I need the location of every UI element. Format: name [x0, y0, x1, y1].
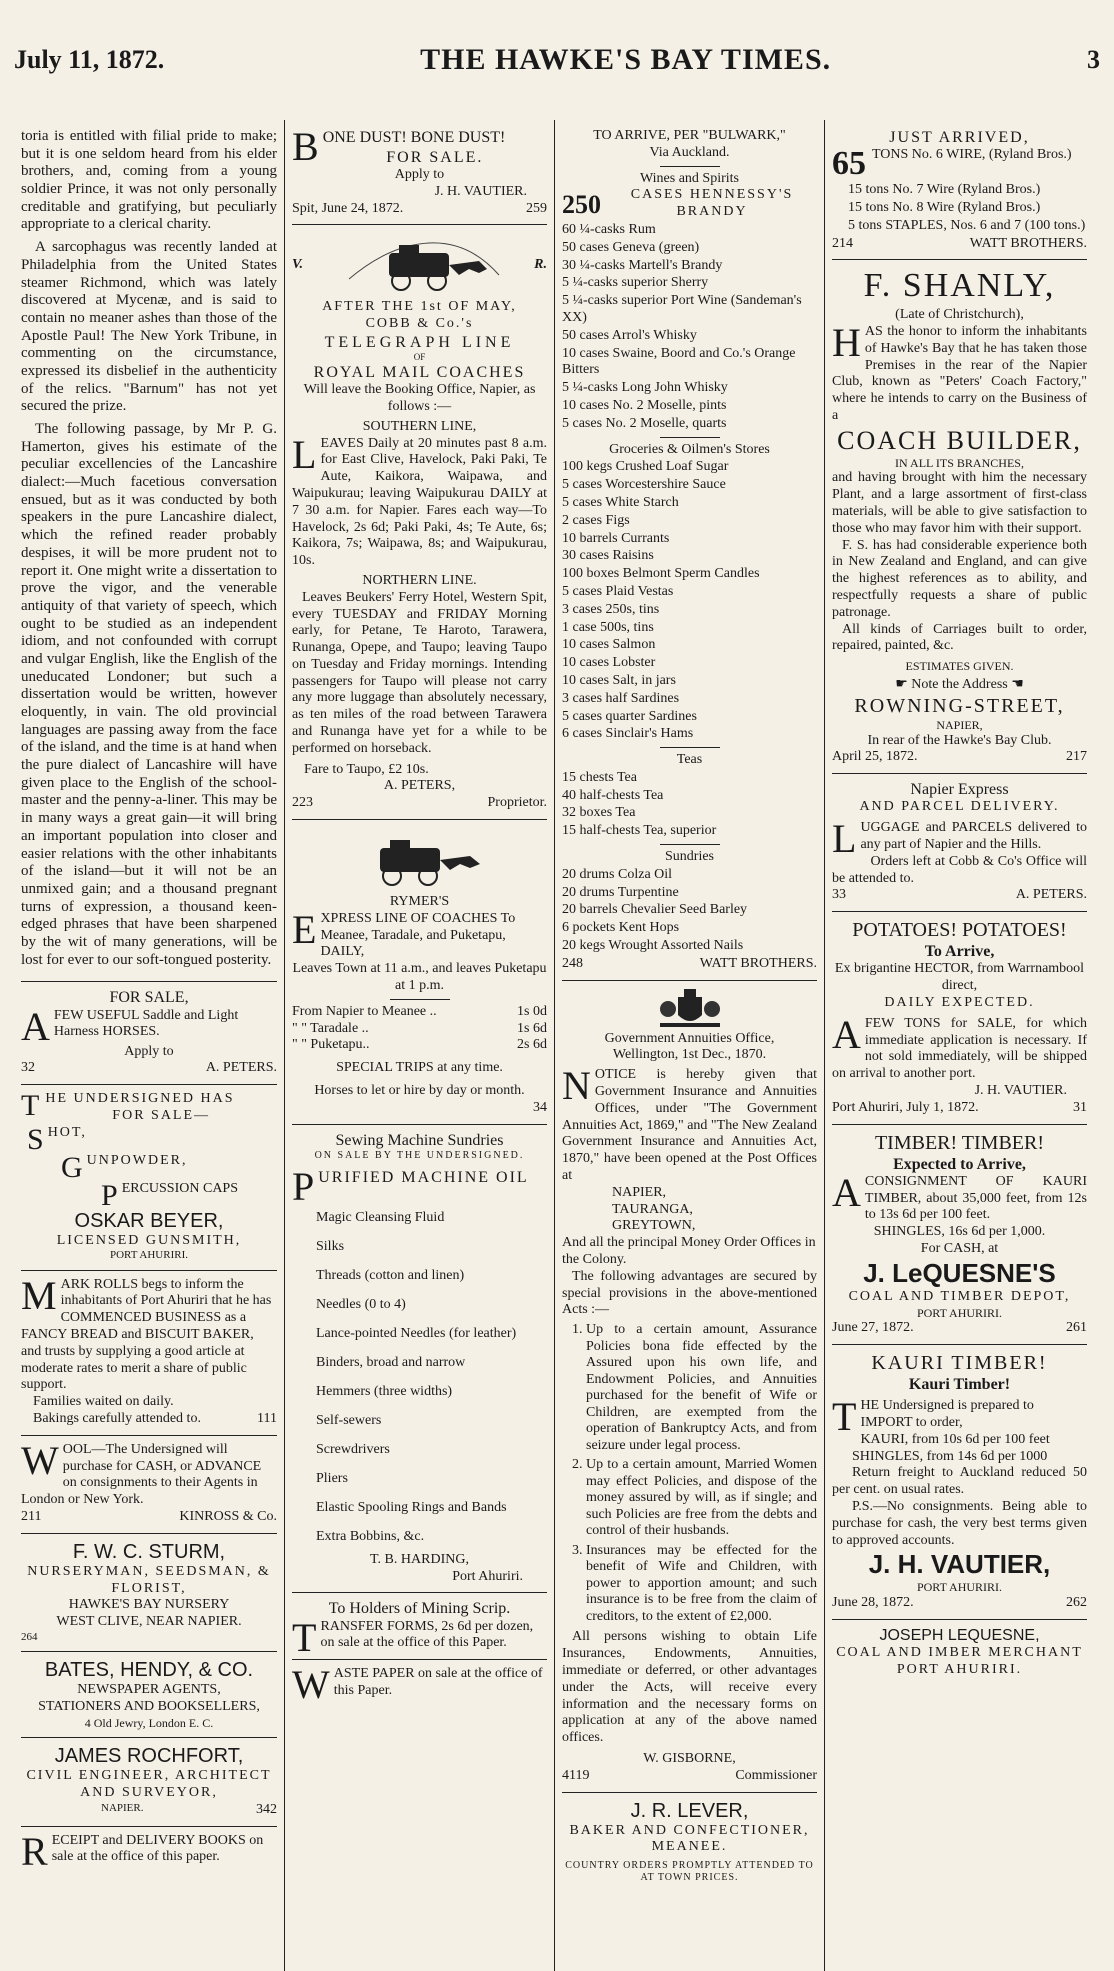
list-item: 2 cases Figs [562, 512, 630, 528]
list-item: Needles (0 to 4) [316, 1296, 406, 1312]
ad-number: 264 [21, 1631, 38, 1644]
ad-cobb-coaches [292, 225, 547, 820]
ad-wool [21, 1436, 277, 1534]
ad-heading: TO ARRIVE, PER "BULWARK," [593, 128, 786, 143]
ad-body: ECEIPT and DELIVERY BOOKS on sale at the office of this paper. [51, 1832, 264, 1865]
list-item: 1 case 500s, tins [562, 619, 654, 635]
ad-title: NURSERYMAN, SEEDSMAN, & FLORIST, [27, 1563, 271, 1596]
fare-route: " " Puketapu.. [292, 1037, 370, 1053]
coach-illustration-icon [329, 235, 509, 295]
ad-line: TONS No. 6 WIRE, (Ryland Bros.) [872, 147, 1072, 163]
list-item: Lance-pointed Needles (for leather) [316, 1325, 517, 1341]
ad-body: and having brought with him the necessary Plant, and a large assortment of first-class materials, will be able to give satisfaction to those who may favor him with their support. [832, 470, 1087, 536]
ad-line: Horses to let or hire by day or month. [314, 1083, 525, 1099]
ad-sewing-machine [292, 1125, 547, 1594]
list-item: 5 ¼-casks Long John Whisky [562, 380, 728, 396]
list-item: 100 boxes Belmont Sperm Candles [562, 566, 760, 582]
fare-row [292, 1004, 547, 1021]
ad-receipt-books [21, 1827, 277, 1874]
list-item: Silks [316, 1238, 345, 1254]
ad-line: STATIONERS AND BOOKSELLERS, [38, 1699, 260, 1714]
list-item: 20 drums Colza Oil [562, 866, 673, 882]
list-item: Threads (cotton and linen) [316, 1267, 465, 1283]
issue-date: July 11, 1872. [14, 45, 165, 74]
ad-bulwark-cargo [562, 122, 817, 981]
ad-date: April 25, 1872. [832, 749, 918, 765]
ad-heading: KAURI TIMBER! [871, 1351, 1048, 1374]
ad-line: FOR SALE— [112, 1107, 211, 1123]
ad-heading: TIMBER! TIMBER! [874, 1131, 1045, 1154]
ad-subheading: Groceries & Oilmen's Stores [609, 441, 770, 457]
ad-signature: WATT BROTHERS. [699, 955, 817, 971]
list-item: 5 ¼-casks superior Sherry [562, 275, 709, 291]
ad-line: Ex brigantine HECTOR, from Warrnambool direct, [834, 961, 1085, 994]
ad-number: 32 [21, 1060, 35, 1076]
ad-body: OTICE is hereby given that Government Insurance and Annuities Offices, under "The Government Annuities Act, 1869," and "The New Zealand Government Insurance and Annuities Act, 1870," have been opened at the Post Offices at [562, 1067, 817, 1184]
ad-number: 342 [256, 1801, 277, 1817]
ad-line: DAILY EXPECTED. [884, 995, 1035, 1011]
ad-booksellers [21, 1652, 277, 1738]
list-item: 50 cases Geneva (green) [562, 239, 700, 255]
list-item: Screwdrivers [316, 1441, 390, 1457]
columns [14, 120, 1100, 1971]
list-item: TAURANGA, [612, 1201, 693, 1217]
ad-mining-scrip [292, 1593, 547, 1660]
ad-body: UGGAGE and PARCELS delivered to any part of Napier and the Hills. [860, 820, 1087, 853]
ad-title: BAKER AND CONFECTIONER, [569, 1822, 810, 1838]
ad-subheading: SOUTHERN LINE, [362, 418, 477, 434]
coat-of-arms-icon [650, 987, 730, 1031]
ad-subheading: Sundries [665, 849, 714, 865]
ad-line: IN ALL ITS BRANCHES, [895, 455, 1024, 470]
ad-place: MEANEE. [651, 1839, 728, 1855]
ad-place: Port Ahuriri. [452, 1568, 523, 1584]
ad-line: SHINGLES, 16s 6d per 1,000. [873, 1224, 1046, 1240]
list-item: 15 tons No. 8 Wire (Ryland Bros.) [848, 199, 1041, 215]
item-list [562, 770, 817, 840]
ad-body: AS the honor to inform the inhabitants of Hawke's Bay that he has taken those Premises in the rear of the Napier Club, known as "Peters' Coach Factory," where he intends to carry on the Business of a [832, 323, 1087, 423]
list-item: 6 cases Sinclair's Hams [562, 726, 694, 742]
list-item: 20 barrels Chevalier Seed Barley [562, 902, 748, 918]
list-item: 6 pockets Kent Hops [562, 920, 680, 936]
ad-signature: J. H. VAUTIER. [974, 1083, 1067, 1098]
ad-number: 34 [533, 1099, 547, 1115]
drop-cap: W [292, 1662, 330, 1708]
list-item: 60 ¼-casks Rum [562, 221, 656, 237]
ad-line: 4 Old Jewry, London E. C. [84, 1715, 214, 1730]
ad-place: WEST CLIVE, NEAR NAPIER. [56, 1614, 242, 1630]
ad-line: COBB & Co.'s [365, 316, 474, 332]
ad-line: AND PARCEL DELIVERY. [859, 799, 1060, 815]
ad-signature: W. GISBORNE, [643, 1751, 736, 1767]
ad-date: June 27, 1872. [832, 1320, 914, 1336]
ad-heading: URIFIED MACHINE OIL [318, 1168, 529, 1186]
ad-number: 223 [292, 795, 313, 811]
ad-number: 217 [1066, 749, 1087, 765]
fare-row [292, 1021, 547, 1038]
column-3 [554, 120, 824, 1971]
ad-name: J. R. LEVER, [630, 1799, 749, 1822]
list-item: Pliers [316, 1470, 348, 1486]
list-item: 32 boxes Tea [562, 805, 636, 821]
ad-title: COAL AND IMBER MERCHANT [836, 1644, 1083, 1660]
ad-name: J. H. VAUTIER, [868, 1549, 1051, 1580]
ad-heading: FOR SALE, [109, 989, 189, 1007]
article-text [21, 122, 277, 982]
list-item: 5 cases Plaid Vestas [562, 583, 674, 599]
list-item: 1. Up to a certain amount, Assurance Policies bona fide effected by the Assured upon his own life, and Endowment Policies, and Annuities purchased for the benefit of Wife or Children, are exempted from the operation of Bankruptcy Acts, and from seizure under legal process. [586, 1322, 817, 1454]
ad-kauri-timber [832, 1345, 1087, 1620]
ad-gunsmith [21, 1085, 277, 1271]
ad-body: FEW USEFUL Saddle and Light Harness HORSES. [53, 1007, 239, 1040]
ad-number: 214 [832, 235, 853, 251]
ad-line: ROWNING-STREET, [854, 695, 1065, 718]
ad-line: Expected to Arrive, [893, 1155, 1026, 1173]
ad-line: HE UNDERSIGNED HAS [45, 1091, 235, 1107]
ad-rymer-coaches [292, 820, 547, 1125]
ad-number: 33 [832, 887, 846, 903]
ad-name: F. SHANLY, [863, 267, 1056, 305]
ad-line: Wellington, 1st Dec., 1870. [612, 1047, 767, 1063]
ad-initial: R. [534, 256, 547, 272]
ad-number: 211 [21, 1509, 42, 1525]
ad-body: EAVES Daily at 20 minutes past 8 a.m. for East Clive, Havelock, Paki Paki, Te Aute, Kaikora, Waipawa, and Waipukurau; leaving Waipukurau DAILY at 7 30 a.m. for Napier. Fares each way—To Havelock, 2s 6d; Paki Paki, 4s; Te Aute, 6s; Kaikora, 7s; Waipawa, 8s; and Waipukurau, 10s. [292, 435, 547, 569]
ad-name: BATES, HENDY, & CO. [44, 1659, 254, 1682]
ad-baker-lever [562, 1793, 817, 1892]
ad-line: Bakings carefully attended to. [33, 1411, 201, 1427]
ad-body: Leaves Beukers' Ferry Hotel, Western Spit, every TUESDAY and FRIDAY Morning early, for Petane, Te Haroto, Tarawera, Runanga, Opepe, and Taupo; leaving Taupo on Tuesday and Friday mornings. Intending passengers for Taupo will please not carry any more luggage than absolutely necessary, as ten miles of the road between Tarawera and Runanga have yet for a while to be performed on horseback. [292, 589, 547, 756]
fare-price: 1s 6d [517, 1020, 547, 1036]
ad-body: FEW TONS for SALE, for which immediate application is necessary. If not sold immediately, will be shipped on arrival to another port. [832, 1015, 1087, 1082]
ad-heading: TELEGRAPH LINE [324, 333, 515, 351]
drop-cap: W [21, 1437, 59, 1483]
ad-body: CONSIGNMENT OF KAURI TIMBER, about 35,000 feet, from 12s to 13s 6d per 100 feet. [864, 1173, 1087, 1223]
drop-cap: G [61, 1150, 83, 1184]
ad-initial: V. [292, 256, 304, 272]
list-item: GREYTOWN, [612, 1218, 696, 1234]
ad-line: UNPOWDER, [86, 1152, 188, 1168]
ad-heading: To Holders of Mining Scrip. [328, 1600, 511, 1618]
list-item: 5 ¼-casks superior Port Wine (Sandeman's XX) [562, 293, 802, 325]
ad-number: 262 [1066, 1594, 1087, 1610]
ad-place: PORT AHURIRI. [916, 1305, 1003, 1320]
ad-title: COAL AND TIMBER DEPOT, [848, 1288, 1071, 1304]
pointing-hand-icon: ☛ [895, 677, 908, 693]
ad-body: All persons wishing to obtain Life Insurances, Endowments, Annuities, immediate or deferred, or other advantages under the Acts, will receive every information and the necessary forms on application at any of the above named offices. [562, 1629, 817, 1746]
drop-cap: T [292, 1614, 317, 1660]
ad-line: In rear of the Hawke's Bay Club. [867, 732, 1052, 748]
ad-line: Fare to Taupo, £2 10s. [304, 761, 429, 777]
ad-coach-builder [832, 260, 1087, 774]
ad-waste-paper [292, 1660, 547, 1707]
ad-place: NAPIER. [101, 1801, 144, 1814]
list-item: Self-sewers [316, 1412, 382, 1428]
column-1 [14, 120, 284, 1971]
list-item: Extra Bobbins, &c. [316, 1528, 425, 1544]
pointing-hand-icon: ☚ [1011, 677, 1024, 693]
newspaper-title: THE HAWKE'S BAY TIMES. [420, 43, 832, 76]
ad-line: Will leave the Booking Office, Napier, as follows :— [303, 382, 536, 414]
ad-signature: A. PETERS. [205, 1060, 277, 1076]
drop-cap: S [27, 1122, 44, 1156]
ad-line: AFTER THE 1st OF MAY, [322, 299, 517, 315]
ad-signature: A. PETERS. [1015, 887, 1087, 903]
ad-line: HOT, [47, 1124, 87, 1140]
ad-line: For CASH, at [920, 1240, 999, 1256]
article-paragraph: toria is entitled with filial pride to make; but it is one seldom heard from his elder brothers, and, coming from a young soldier Prince, it was not only personally creditable and gratifying, but peculiarly appropriate to a clerical charity. [21, 128, 277, 233]
ad-heading: JUST ARRIVED, [889, 129, 1030, 146]
ad-place: Spit, June 24, 1872. [292, 200, 404, 216]
list-item: 30 ¼-casks Martell's Brandy [562, 257, 723, 273]
ad-apply: Apply to [394, 166, 445, 182]
ad-signature: WATT BROTHERS. [969, 235, 1087, 251]
ad-name: OSKAR BEYER, [74, 1209, 224, 1232]
ad-heading: COACH BUILDER, [837, 425, 1082, 455]
ad-line: And all the principal Money Order Offices in the Colony. [562, 1235, 816, 1268]
drop-cap: E [292, 906, 317, 952]
divider [660, 166, 720, 167]
list-item: Hemmers (three widths) [316, 1383, 453, 1399]
item-list [292, 1204, 547, 1551]
ad-line: (Late of Christchurch), [895, 307, 1024, 323]
item-list [832, 182, 1087, 234]
ad-name: JOSEPH LEQUESNE, [879, 1626, 1040, 1644]
ad-date: June 28, 1872. [832, 1594, 914, 1610]
list-item: NAPIER, [612, 1184, 667, 1200]
ad-apply: Apply to [124, 1043, 174, 1059]
list-item: Binders, broad and narrow [316, 1354, 466, 1370]
drop-cap: A [832, 1169, 861, 1215]
ad-signature: T. B. HARDING, [370, 1551, 469, 1567]
list-item: 10 cases Swaine, Boord and Co.'s Orange Bitters [562, 345, 796, 378]
ad-body: OOL—The Undersigned will purchase for CASH, or ADVANCE on consignments to their Agents in London or New York. [21, 1441, 262, 1508]
divider [660, 844, 720, 845]
ad-engineer [21, 1738, 277, 1826]
drop-cap: L [832, 816, 857, 862]
ad-line: ON SALE BY THE UNDERSIGNED. [314, 1149, 525, 1161]
ad-line: FOR SALE. [386, 148, 484, 166]
ad-heading: Sewing Machine Sundries [335, 1131, 504, 1149]
ad-heading: ROYAL MAIL COACHES [313, 363, 526, 381]
ad-heading: Napier Express [910, 781, 1009, 799]
ad-line: SPECIAL TRIPS at any time. [336, 1060, 503, 1076]
list-item: 10 barrels Currants [562, 530, 670, 546]
ad-heading: RYMER'S [389, 894, 450, 910]
list-item: 15 chests Tea [562, 769, 637, 785]
ad-subheading: Wines and Spirits [640, 170, 739, 186]
ad-number: 261 [1066, 1320, 1087, 1336]
page-number: 3 [1087, 45, 1100, 74]
place-list [562, 1185, 817, 1235]
fare-row [292, 1037, 547, 1054]
ad-body: ASTE PAPER on sale at the office of this Paper. [333, 1666, 543, 1698]
ad-line: Leaves Town at 11 a.m., and leaves Puketapu at 1 p.m. [292, 961, 547, 994]
list-item: 20 kegs Wrought Assorted Nails [562, 938, 744, 954]
drop-cap: R [21, 1828, 48, 1874]
drop-cap: P [101, 1178, 118, 1212]
ad-body: RANSFER FORMS, 2s 6d per dozen, on sale at the office of this Paper. [320, 1618, 534, 1651]
list-item: 10 cases Salt, in jars [562, 672, 676, 688]
list-item: 5 tons STAPLES, Nos. 6 and 7 (100 tons.) [848, 217, 1086, 233]
list-item: 15 tons No. 7 Wire (Ryland Bros.) [848, 182, 1041, 198]
ad-signature: KINROSS & Co. [179, 1509, 277, 1525]
ad-line: Return freight to Auckland reduced 50 per cent. on usual rates. [832, 1465, 1087, 1498]
ad-line: CASES HENNESSY'S BRANDY [630, 187, 794, 220]
drop-cap: T [21, 1089, 42, 1123]
list-item: 10 cases No. 2 Moselle, pints [562, 397, 727, 413]
drop-cap: T [832, 1394, 857, 1440]
list-item: 5 cases White Starch [562, 494, 679, 510]
fare-route: " " Taradale .. [292, 1020, 369, 1036]
masthead [14, 0, 1100, 120]
ad-title: LICENSED GUNSMITH, [56, 1232, 242, 1248]
ad-line: COUNTRY ORDERS PROMPTLY ATTENDED TO AT TOWN PRICES. [565, 1860, 814, 1884]
ad-timber [832, 1125, 1087, 1345]
ad-line: To Arrive, [924, 943, 995, 961]
article-paragraph: The following passage, by Mr P. G. Hamerton, gives his estimate of the peculiar excellencies of the Lancashire dialect:—Much facetious conversation ensued, but as it was conducted by both speakers in the pure Lancashire dialect, which the refined reader probably despises, it will be more prudent not to report it. One might write a dissertation to prove the vigor, and the venerable antiquity of that variety of speech, which ought to be studied as an independent idiom, and not confounded with corrupt and vulgar English, like the English of the uneducated Londoner; but such a dissertation would be written, however eloquently, in vain. The old provincial languages are passing away from the face of the island, and the time is at hand when the pure dialect of Lancashire will have given place to the English of the school-master and the penny-a-liner. This may be in many ways a great gain—it will bring an important population into closer and easier relations with the other inhabitants of the island—but it will not be an unmixed gain; and a thousand pregnant turns of expression, a thousand keen-edged phrases that have been sharpened by the wit of many generations, will be lost for ever to our soft-tongued posterity. [21, 421, 277, 968]
ad-line: SHINGLES, from 14s 6d per 1000 [852, 1448, 1048, 1464]
drop-cap: L [292, 431, 317, 477]
ad-potatoes [832, 912, 1087, 1124]
ad-role: Proprietor. [487, 795, 547, 811]
ad-line: P.S.—No consignments. Being able to purchase for cash, the very best terms given to approved accounts. [832, 1498, 1087, 1548]
list-item: 30 cases Raisins [562, 548, 654, 564]
ad-body: ARK ROLLS begs to inform the inhabitants of Port Ahuriri that he has COMMENCED BUSINESS as a FANCY BREAD and BISCUIT BAKER, and trusts by supplying a good article at moderate rates to merit a share of public support. [21, 1276, 272, 1393]
ad-place: PORT AHURIRI. [916, 1580, 1003, 1595]
list-item: 40 half-chests Tea [562, 787, 664, 803]
ad-lequesne [832, 1620, 1087, 1686]
list-item: 5 cases Worcestershire Sauce [562, 477, 726, 493]
fare-route: From Napier to Meanee .. [292, 1003, 437, 1019]
drop-cap: M [21, 1272, 57, 1318]
divider [660, 437, 720, 438]
drop-cap: H [832, 319, 861, 365]
item-list [562, 222, 817, 433]
list-item: 3. Insurances may be effected for the benefit of Wife and Children, with power to apportion amount; and such insurance is to be free from the claim of creditors, to the extent of £2,000. [586, 1543, 817, 1626]
list-item: Magic Cleansing Fluid [316, 1209, 445, 1225]
ad-body: Orders left at Cobb & Co's Office will be attended to. [832, 853, 1087, 886]
ad-place: Port Ahuriri, July 1, 1872. [832, 1099, 979, 1115]
ad-line: Kauri Timber! [908, 1375, 1011, 1393]
ad-horses [21, 982, 277, 1085]
ad-name: F. W. C. STURM, [72, 1540, 226, 1563]
ad-napier-express [832, 774, 1087, 912]
ad-line: OF [413, 352, 426, 363]
fare-price: 2s 6d [517, 1037, 547, 1053]
ad-number: 248 [562, 955, 583, 971]
ad-line: HAWKE'S BAY NURSERY [68, 1597, 230, 1613]
ad-line: KAURI, from 10s 6d per 100 feet [860, 1431, 1050, 1447]
list-item: 100 kegs Crushed Loaf Sugar [562, 459, 729, 475]
column-2 [284, 120, 554, 1971]
ad-heading: POTATOES! POTATOES! [852, 919, 1067, 942]
ad-line: NEWSPAPER AGENTS, [77, 1682, 221, 1698]
column-4 [824, 120, 1094, 1971]
ad-subheading: NORTHERN LINE. [362, 572, 477, 588]
list-item: 3 cases 250s, tins [562, 601, 660, 617]
ad-signature: J. H. VAUTIER. [434, 183, 527, 199]
ad-name: JAMES ROCHFORT, [54, 1745, 244, 1768]
ad-role: Commissioner [735, 1767, 817, 1783]
list-item: 10 cases Salmon [562, 637, 656, 653]
ad-title: CIVIL ENGINEER, ARCHITECT AND SURVEYOR, [26, 1768, 272, 1800]
drop-cap: B [292, 124, 319, 169]
advantages-list [562, 1322, 817, 1625]
list-item: 3 cases half Sardines [562, 690, 680, 706]
ad-line: The following advantages are secured by special provisions in the above-mentioned Acts :— [562, 1268, 817, 1318]
ad-big-number: 250 [562, 189, 601, 219]
drop-cap: A [21, 1003, 50, 1049]
ad-name: J. LeQUESNE'S [863, 1257, 1056, 1288]
list-item: Elastic Spooling Rings and Bands [316, 1499, 507, 1515]
divider [390, 999, 450, 1000]
drop-cap: A [832, 1011, 861, 1057]
ad-heading: ONE DUST! BONE DUST! [322, 129, 506, 146]
list-item: 15 half-chests Tea, superior [562, 823, 717, 839]
ad-body: HE Undersigned is prepared to IMPORT to order, [860, 1398, 1034, 1430]
list-item: 5 cases No. 2 Moselle, quarts [562, 415, 727, 431]
list-item: 2. Up to a certain amount, Married Women may effect Policies, and dispose of the money assured by will, as if single; and such Policies are free from the debts and control of their husbands. [586, 1457, 817, 1540]
divider [660, 747, 720, 748]
ad-place: NAPIER, [936, 718, 983, 733]
ad-body: XPRESS LINE OF COACHES To Meanee, Taradale, and Puketapu, DAILY, [320, 910, 516, 960]
fare-price: 1s 0d [517, 1003, 547, 1019]
item-list [562, 867, 817, 955]
ad-wire [832, 122, 1087, 260]
article-paragraph: A sarcophagus was recently landed at Philadelphia from the United States steamer Richmond, which was lately discovered at Mycenæ, and is said to contain no meaner ashes than those of the Apostle Paul! The New York Tribune, in commenting on the circumstance, expressed its disbelief in the authenticity of the relics. "Barnum" has not yet secured the prize. [21, 239, 277, 415]
ad-line: Families waited on daily. [33, 1394, 174, 1410]
ad-number: 111 [257, 1411, 277, 1427]
ad-nursery [21, 1534, 277, 1652]
ad-number: 259 [526, 200, 547, 216]
drop-cap: N [562, 1063, 591, 1109]
list-item: 50 cases Arrol's Whisky [562, 327, 697, 343]
ad-signature: A. PETERS, [383, 778, 456, 794]
ad-government-annuities [562, 981, 817, 1793]
ad-body: F. S. has had considerable experience both in New Zealand and England, and can give the highest references as to ability, and respectfully requests a share of public patronage. [832, 537, 1087, 620]
list-item: 5 cases quarter Sardines [562, 708, 697, 724]
ad-line: Via Auckland. [649, 144, 730, 160]
ad-place: PORT AHURIRI. [896, 1661, 1023, 1677]
ad-number: 4119 [562, 1767, 590, 1783]
list-item: 10 cases Lobster [562, 655, 656, 671]
ad-place: PORT AHURIRI. [110, 1249, 188, 1262]
item-list [562, 459, 817, 743]
list-item: 20 drums Turpentine [562, 884, 679, 900]
ad-line: Note the Address [911, 677, 1008, 693]
ad-line: ERCUSSION CAPS [121, 1180, 239, 1196]
ad-big-number: 65 [832, 145, 866, 183]
ad-baker [21, 1271, 277, 1436]
ad-subheading: Teas [676, 752, 703, 768]
ad-line: ESTIMATES GIVEN. [905, 659, 1014, 674]
ad-line: Government Annuities Office, [604, 1030, 775, 1046]
ad-number: 31 [1073, 1099, 1087, 1115]
ad-body: All kinds of Carriages built to order, repaired, painted, &c. [832, 621, 1087, 654]
ad-bone-dust [292, 122, 547, 225]
drop-cap: P [292, 1163, 315, 1209]
coach-illustration-icon [330, 830, 510, 890]
